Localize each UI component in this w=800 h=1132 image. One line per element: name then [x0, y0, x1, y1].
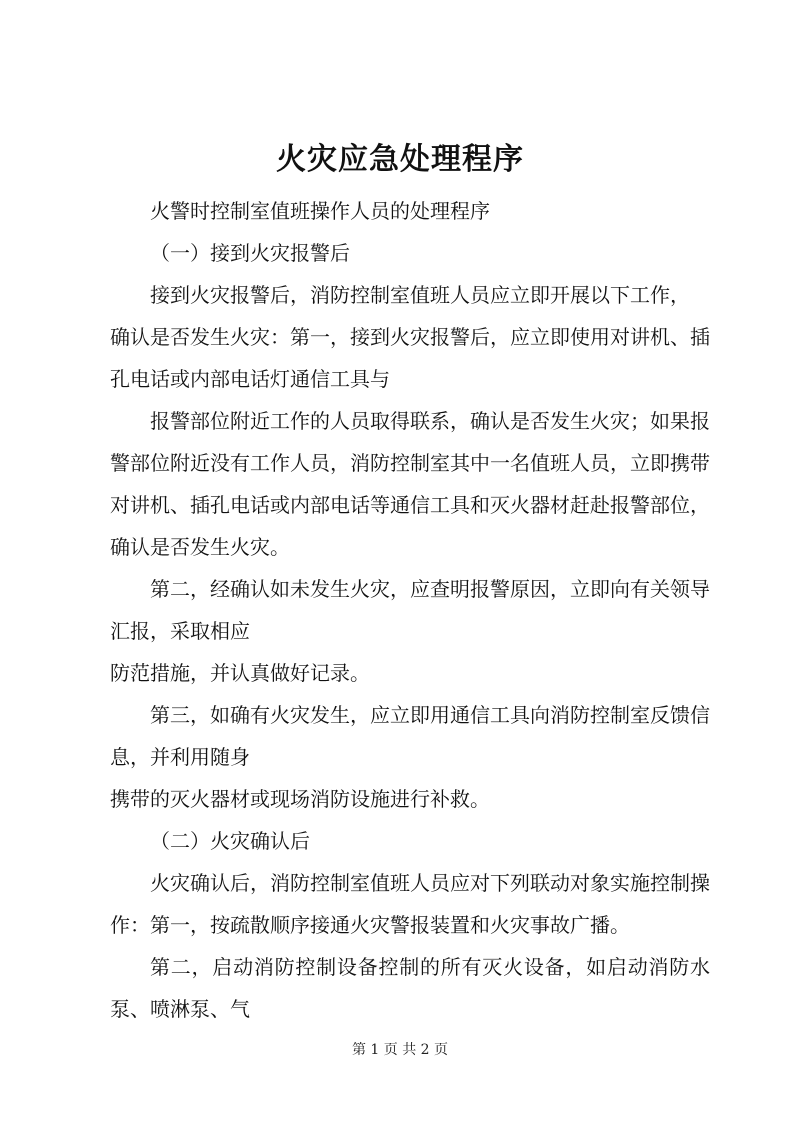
paragraph-start-equipment: 第二，启动消防控制设备控制的所有灭火设备，如启动消防水泵、喷淋泵、气 — [110, 955, 710, 1021]
document-body — [110, 190, 710, 1030]
paragraph-alarm-received: 接到火灾报警后，消防控制室值班人员应立即开展以下工作， — [150, 283, 690, 307]
paragraph-second-step: 第二，经确认如未发生火灾，应查明报警原因，立即向有关领导汇报，采取相应 — [110, 577, 710, 643]
section-heading-1: （一）接到火灾报警后 — [150, 241, 350, 265]
paragraph-confirm-fire: 确认是否发生火灾：第一，接到火灾报警后，应立即使用对讲机、插孔电话或内部电话灯通信工具与 — [110, 325, 710, 391]
paragraph-contact-staff: 报警部位附近工作的人员取得联系，确认是否发生火灾；如果报警部位附近没有工作人员，消防控制室其中一名值班人员，立即携带对讲机、插孔电话或内部电话等通信工具和灭火器材赶赴报警部位，确认是否发生火灾。 — [110, 409, 710, 559]
paragraph-extinguish: 携带的灭火器材或现场消防设施进行补救。 — [110, 787, 490, 811]
paragraph-prevention: 防范措施，并认真做好记录。 — [110, 661, 370, 685]
page-number-footer: 第 1 页 共 2 页 — [351, 1042, 449, 1058]
document-title: 火灾应急处理程序 — [276, 142, 524, 177]
paragraph-third-step: 第三，如确有火灾发生，应立即用通信工具向消防控制室反馈信息，并利用随身 — [110, 703, 710, 769]
paragraph-heading-control-room: 火警时控制室值班操作人员的处理程序 — [150, 199, 490, 223]
paragraph-after-confirmation: 火灾确认后，消防控制室值班人员应对下列联动对象实施控制操作：第一，按疏散顺序接通火灾警报装置和火灾事故广播。 — [110, 871, 710, 937]
section-heading-2: （二）火灾确认后 — [150, 829, 310, 853]
